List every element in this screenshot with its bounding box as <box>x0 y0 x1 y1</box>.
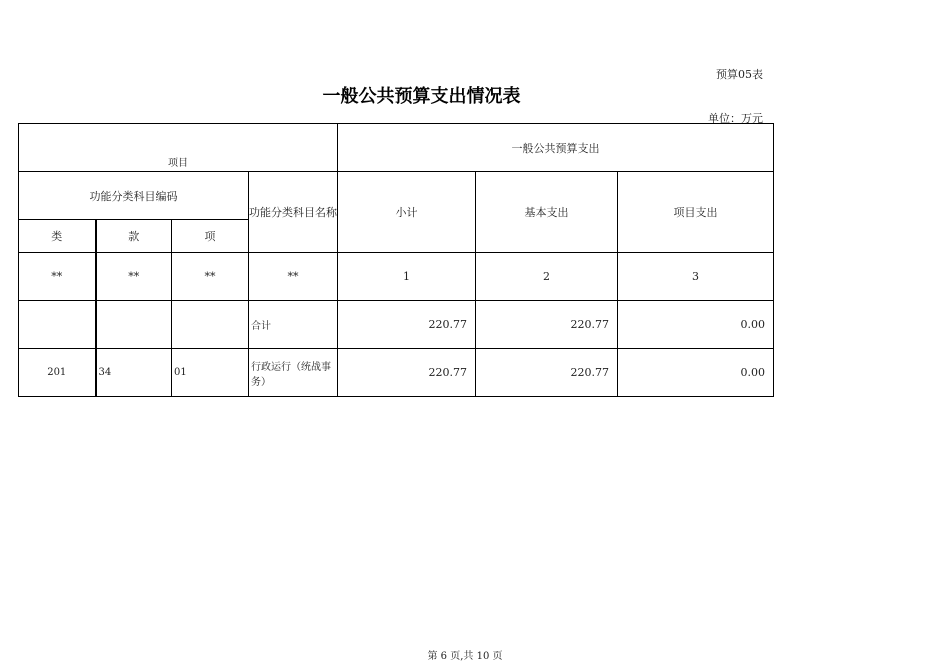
cell-kuan: 34 <box>96 349 172 397</box>
page-footer: 第 6 页,共 10 页 <box>427 651 503 662</box>
cell-lei: 201 <box>19 349 96 397</box>
header-xiang: 项 <box>172 220 249 253</box>
index-cell: ** <box>19 253 96 301</box>
header-kuan: 款 <box>96 220 172 253</box>
header-code: 功能分类科目编码 <box>19 172 249 220</box>
budget-table <box>18 123 774 397</box>
header-general-budget: 一般公共预算支出 <box>338 124 774 172</box>
cell-xiang: 01 <box>172 349 249 397</box>
header-project: 项目 <box>19 124 338 172</box>
index-cell: 3 <box>618 253 774 301</box>
cell-name: 合计 <box>249 301 338 349</box>
header-row-1 <box>19 124 774 172</box>
index-row <box>19 253 774 301</box>
header-project-exp: 项目支出 <box>618 172 774 253</box>
index-cell: ** <box>96 253 172 301</box>
cell-project: 0.00 <box>618 301 774 349</box>
index-cell: 2 <box>476 253 618 301</box>
index-cell: ** <box>249 253 338 301</box>
index-cell: ** <box>172 253 249 301</box>
cell-subtotal: 220.77 <box>338 349 476 397</box>
unit-label: 单位：万元 <box>708 112 763 125</box>
header-name: 功能分类科目名称 <box>249 172 338 253</box>
cell-basic: 220.77 <box>476 349 618 397</box>
header-row-2 <box>19 172 774 220</box>
cell-name: 行政运行（统战事务） <box>249 349 338 397</box>
header-lei: 类 <box>19 220 96 253</box>
cell-subtotal: 220.77 <box>338 301 476 349</box>
cell-lei <box>19 301 96 349</box>
table-row <box>19 301 774 349</box>
cell-xiang <box>172 301 249 349</box>
cell-kuan <box>96 301 172 349</box>
cell-project: 0.00 <box>618 349 774 397</box>
table-row <box>19 349 774 397</box>
page-title: 一般公共预算支出情况表 <box>322 86 521 107</box>
header-subtotal: 小计 <box>338 172 476 253</box>
cell-basic: 220.77 <box>476 301 618 349</box>
form-number: 预算05表 <box>716 68 763 81</box>
header-basic: 基本支出 <box>476 172 618 253</box>
index-cell: 1 <box>338 253 476 301</box>
